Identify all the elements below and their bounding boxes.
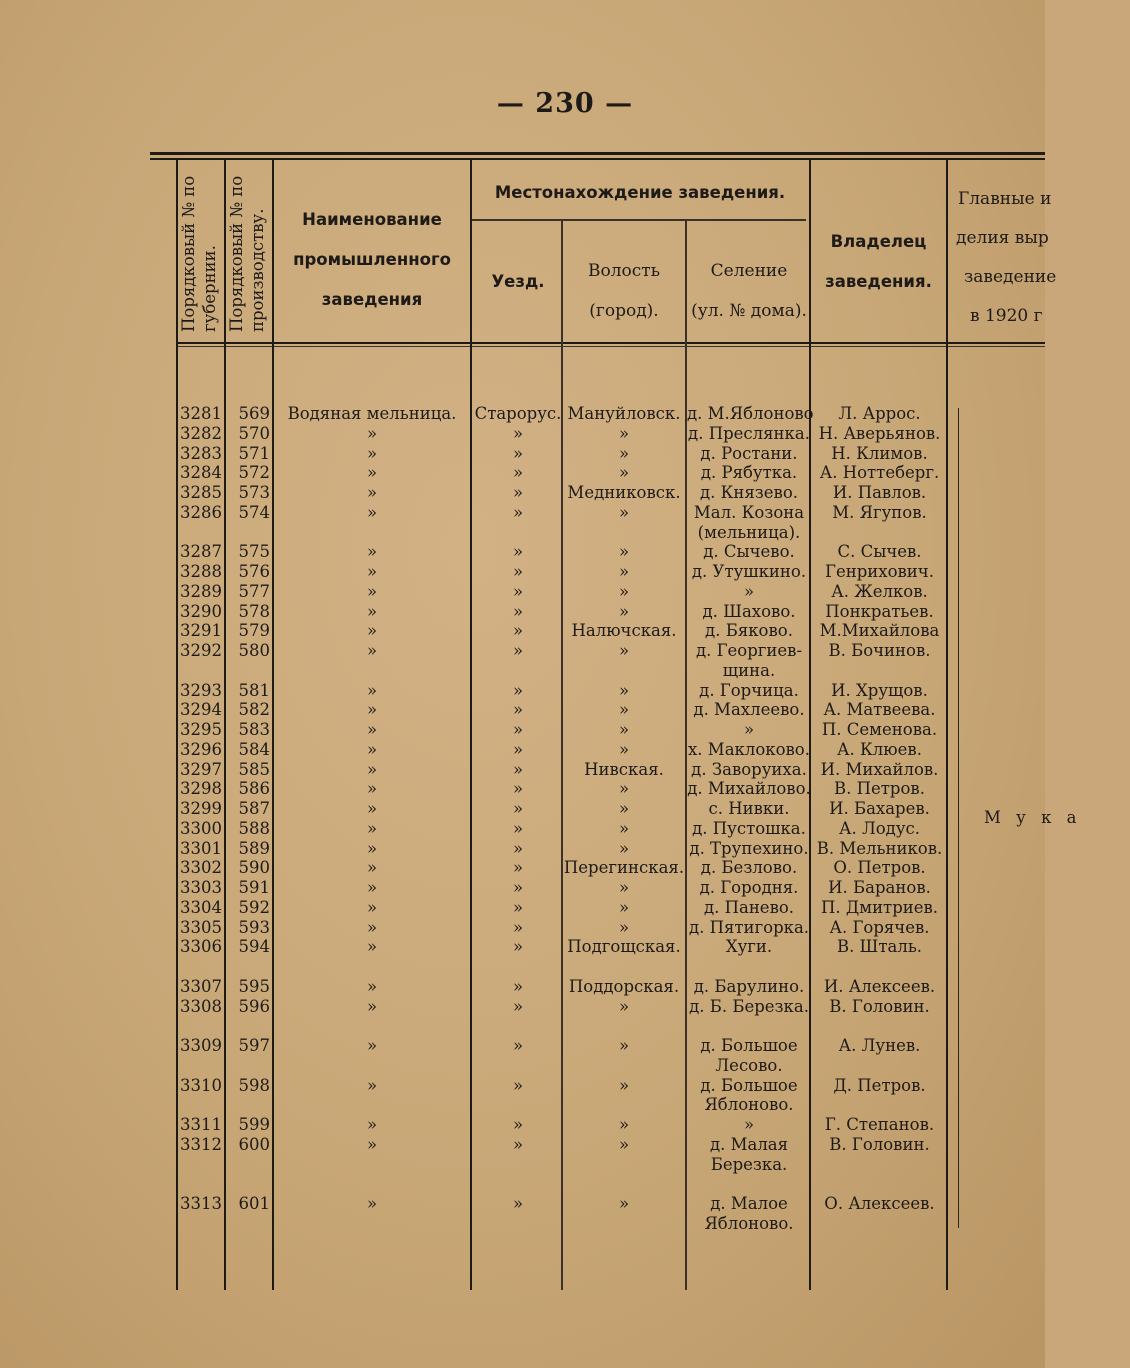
- table-row: [0, 621, 1045, 641]
- cell-uezd: »: [512, 502, 524, 522]
- cell-selenie: д. Рябутка.: [700, 463, 798, 483]
- table-row: [0, 1056, 1045, 1076]
- cell-no: 3289: [180, 581, 222, 601]
- cell-selenie: д. Махлеево.: [693, 700, 805, 720]
- cell-pr: 581: [238, 680, 270, 700]
- cell-name: »: [366, 601, 378, 621]
- cell-name: »: [366, 1036, 378, 1055]
- cell-volost: Поддорская.: [568, 976, 680, 996]
- header-name: Наименование промышленного заведения: [293, 210, 451, 309]
- cell-name: »: [366, 621, 378, 641]
- cell-pr: 596: [238, 996, 270, 1016]
- cell-pr: 588: [238, 818, 270, 838]
- cell-uezd: »: [512, 917, 524, 937]
- cell-selenie: д. Б. Березка.: [689, 996, 809, 1016]
- cell-no: 3295: [180, 720, 222, 739]
- table-row: [0, 1036, 1045, 1056]
- cell-owner: П. Дмитриев.: [820, 897, 939, 917]
- cell-name: »: [366, 878, 378, 897]
- table-row: [0, 700, 1045, 720]
- table-top-rule: [150, 152, 1045, 155]
- cell-selenie: Хуги.: [725, 937, 773, 957]
- cell-no: 3307: [180, 976, 222, 996]
- cell-owner: А. Лодус.: [838, 818, 921, 838]
- table-row: [0, 463, 1045, 483]
- cell-volost: Нивская.: [584, 759, 664, 779]
- cell-selenie: д. Заворуиха.: [691, 759, 807, 779]
- table-row: [0, 997, 1045, 1017]
- cell-selenie: д. Сычево.: [703, 542, 795, 562]
- header-location-group: Местонахождение заведения.: [494, 183, 786, 202]
- cell-no: 3294: [180, 700, 222, 720]
- cell-no: 3310: [180, 1075, 222, 1095]
- cell-volost: »: [618, 720, 630, 739]
- cell-pr: 580: [238, 641, 270, 660]
- cell-owner: Д. Петров.: [833, 1075, 926, 1095]
- cell-name: »: [366, 463, 378, 483]
- cell-uezd: »: [512, 937, 524, 957]
- cell-uezd: »: [512, 680, 524, 700]
- cell-selenie: д. Большое: [700, 1075, 798, 1095]
- cell-name: »: [366, 1075, 378, 1095]
- cell-owner: В. Головин.: [829, 1134, 930, 1154]
- cell-no: 3285: [180, 483, 222, 502]
- cell-volost: Мануйловск.: [567, 404, 681, 423]
- cell-pr: 582: [238, 700, 270, 720]
- cell-pr: 585: [238, 759, 270, 779]
- table-row: [0, 1194, 1045, 1214]
- cell-no: 3296: [180, 739, 222, 759]
- cell-name: »: [366, 700, 378, 720]
- header-owner: Владелец заведения.: [825, 232, 932, 291]
- table-row: [0, 878, 1045, 898]
- cell-uezd: »: [512, 423, 524, 443]
- cell-volost: »: [618, 838, 630, 858]
- cell-no: 3305: [180, 917, 222, 937]
- cell-pr: 577: [238, 581, 270, 601]
- cell-owner: И. Хрущов.: [831, 680, 928, 700]
- cell-volost: »: [618, 581, 630, 601]
- cell-uezd: »: [512, 878, 524, 897]
- cell-pr: 574: [238, 502, 270, 522]
- location-group-rule: [470, 219, 806, 221]
- cell-uezd: »: [512, 1194, 524, 1213]
- table-row: [0, 424, 1045, 444]
- cell-owner: Понкратьев.: [825, 601, 934, 621]
- cell-owner: Л. Аррос.: [838, 404, 921, 423]
- cell-no: 3313: [180, 1194, 222, 1213]
- cell-selenie: д. Шахово.: [702, 601, 796, 621]
- cell-selenie: Яблоново.: [704, 1095, 794, 1115]
- cell-owner: Генрихович.: [825, 562, 934, 581]
- cell-no: 3298: [180, 779, 222, 799]
- table-row: [0, 542, 1045, 562]
- table-row: [0, 582, 1045, 602]
- cell-volost: »: [618, 463, 630, 483]
- cell-pr: 593: [238, 917, 270, 937]
- cell-uezd: »: [512, 1134, 524, 1154]
- table-row: [0, 444, 1045, 464]
- cell-no: 3304: [180, 897, 222, 917]
- cell-name: »: [366, 581, 378, 601]
- cell-volost: »: [618, 700, 630, 720]
- cell-pr: 572: [238, 463, 270, 483]
- cell-name: »: [366, 779, 378, 799]
- cell-owner: С. Сычев.: [837, 542, 922, 562]
- table-row: [0, 1135, 1045, 1155]
- cell-pr: 598: [238, 1075, 270, 1095]
- cell-no: 3312: [180, 1134, 222, 1154]
- cell-selenie: д. Малое: [710, 1194, 788, 1213]
- cell-name: »: [366, 1194, 378, 1213]
- cell-uezd: »: [512, 976, 524, 996]
- cell-owner: Г. Степанов.: [824, 1115, 935, 1134]
- cell-selenie: д. Трупехино.: [689, 838, 809, 858]
- product-brace: [954, 408, 959, 1228]
- cell-selenie: Березка.: [710, 1154, 788, 1174]
- table-row: [0, 562, 1045, 582]
- cell-no: 3302: [180, 858, 222, 878]
- cell-selenie: »: [743, 581, 755, 601]
- cell-volost: »: [618, 799, 630, 818]
- cell-uezd: »: [512, 799, 524, 818]
- cell-no: 3300: [180, 818, 222, 838]
- cell-name: »: [366, 937, 378, 957]
- cell-volost: »: [618, 818, 630, 838]
- table-row: [0, 918, 1045, 938]
- cell-name: »: [366, 897, 378, 917]
- cell-no: 3283: [180, 443, 222, 463]
- cell-volost: »: [618, 542, 630, 562]
- cell-selenie: д. Пятигорка.: [688, 917, 810, 937]
- cell-pr: 600: [238, 1134, 270, 1154]
- cell-owner: А. Горячев.: [829, 917, 930, 937]
- cell-uezd: »: [512, 641, 524, 660]
- cell-selenie: щина.: [722, 660, 776, 680]
- cell-selenie: д. Ростани.: [700, 443, 798, 463]
- cell-volost: »: [618, 601, 630, 621]
- cell-pr: 589: [238, 838, 270, 858]
- cell-selenie: д. Бяково.: [705, 621, 793, 641]
- cell-name: »: [366, 917, 378, 937]
- table-top-rule-2: [150, 158, 1045, 160]
- cell-name: »: [366, 858, 378, 878]
- cell-selenie: д. Барулино.: [693, 976, 805, 996]
- cell-pr: 569: [238, 404, 270, 423]
- cell-selenie: »: [743, 720, 755, 739]
- cell-volost: »: [618, 878, 630, 897]
- cell-selenie: д. Горчица.: [699, 680, 799, 700]
- cell-selenie: д. Георгиев-: [695, 641, 803, 660]
- table-row: [0, 937, 1045, 957]
- cell-uezd: »: [512, 1075, 524, 1095]
- cell-owner: И. Алексеев.: [823, 976, 936, 996]
- table-row: [0, 404, 1045, 424]
- header-order-production: Порядковый № по производству.: [227, 175, 267, 332]
- header-bottom-rule-2: [178, 346, 1045, 347]
- cell-volost: »: [618, 1036, 630, 1055]
- cell-uezd: »: [512, 1115, 524, 1134]
- cell-name: »: [366, 502, 378, 522]
- cell-name: »: [366, 818, 378, 838]
- cell-owner: П. Семенова.: [821, 720, 938, 739]
- cell-uezd: »: [512, 897, 524, 917]
- cell-no: 3286: [180, 502, 222, 522]
- cell-volost: »: [618, 423, 630, 443]
- cell-volost: »: [618, 1134, 630, 1154]
- cell-pr: 586: [238, 779, 270, 799]
- cell-name: »: [366, 483, 378, 502]
- cell-volost: »: [618, 641, 630, 660]
- table-row: [0, 1076, 1045, 1096]
- cell-no: 3282: [180, 423, 222, 443]
- cell-volost: »: [618, 562, 630, 581]
- cell-owner: М.Михайлова: [819, 621, 940, 641]
- cell-volost: »: [618, 1075, 630, 1095]
- cell-uezd: »: [512, 996, 524, 1016]
- cell-uezd: »: [512, 759, 524, 779]
- cell-name: »: [366, 976, 378, 996]
- cell-no: 3293: [180, 680, 222, 700]
- table-row: [0, 1016, 1045, 1036]
- cell-volost: »: [618, 779, 630, 799]
- cell-selenie: д. Князево.: [699, 483, 799, 502]
- cell-owner: А. Ноттеберг.: [819, 463, 940, 483]
- cell-pr: 573: [238, 483, 270, 502]
- cell-owner: М. Ягупов.: [832, 502, 927, 522]
- cell-owner: А. Клюев.: [837, 739, 922, 759]
- cell-no: 3299: [180, 799, 222, 818]
- cell-selenie: д. Большое: [700, 1036, 798, 1055]
- table-row: [0, 641, 1045, 661]
- header-selenie: Селение (ул. № дома).: [691, 261, 807, 321]
- cell-uezd: »: [512, 562, 524, 581]
- table-row: [0, 1174, 1045, 1194]
- cell-owner: И. Баранов.: [828, 878, 931, 897]
- cell-uezd: »: [512, 739, 524, 759]
- cell-no: 3284: [180, 463, 222, 483]
- table-row: [0, 602, 1045, 622]
- cell-volost: Налючская.: [571, 621, 677, 641]
- cell-pr: 591: [238, 878, 270, 897]
- cell-pr: 584: [238, 739, 270, 759]
- cell-volost: »: [618, 443, 630, 463]
- cell-owner: А. Матвеева.: [823, 700, 936, 720]
- cell-volost: »: [618, 502, 630, 522]
- cell-uezd: Старорус.: [474, 404, 562, 423]
- cell-no: 3306: [180, 937, 222, 957]
- cell-volost: »: [618, 1115, 630, 1134]
- cell-pr: 595: [238, 976, 270, 996]
- cell-selenie: Яблоново.: [704, 1213, 794, 1233]
- cell-uezd: »: [512, 838, 524, 858]
- table-row: [0, 819, 1045, 839]
- cell-volost: Медниковск.: [567, 483, 681, 502]
- cell-pr: 571: [238, 443, 270, 463]
- header-bottom-rule: [178, 342, 1045, 344]
- cell-owner: В. Головин.: [829, 996, 930, 1016]
- cell-name: »: [366, 641, 378, 660]
- cell-pr: 587: [238, 799, 270, 818]
- cell-no: 3309: [180, 1036, 222, 1055]
- cell-owner: Н. Климов.: [831, 443, 928, 463]
- cell-selenie: д. Безлово.: [700, 858, 798, 878]
- cell-no: 3290: [180, 601, 222, 621]
- cell-selenie: д. Городня.: [699, 878, 799, 897]
- cell-volost: »: [618, 680, 630, 700]
- table-row: [0, 661, 1045, 681]
- table-row: [0, 740, 1045, 760]
- cell-pr: 579: [238, 621, 270, 641]
- cell-pr: 575: [238, 542, 270, 562]
- cell-uezd: »: [512, 601, 524, 621]
- table-row: [0, 523, 1045, 543]
- cell-pr: 599: [238, 1115, 270, 1134]
- table-row: [0, 839, 1045, 859]
- cell-owner: Н. Аверьянов.: [818, 423, 941, 443]
- cell-pr: 590: [238, 858, 270, 878]
- cell-volost: »: [618, 996, 630, 1016]
- cell-uezd: »: [512, 581, 524, 601]
- cell-uezd: »: [512, 779, 524, 799]
- cell-no: 3291: [180, 621, 222, 641]
- product-label: М у к а: [984, 808, 1082, 827]
- cell-selenie: Лесово.: [715, 1055, 783, 1075]
- header-uezd: Уезд.: [491, 272, 545, 291]
- cell-no: 3301: [180, 838, 222, 858]
- cell-name: »: [366, 680, 378, 700]
- cell-uezd: »: [512, 542, 524, 562]
- cell-uezd: »: [512, 621, 524, 641]
- cell-name: Водяная мельница.: [287, 404, 457, 423]
- cell-name: »: [366, 562, 378, 581]
- cell-owner: В. Петров.: [834, 779, 925, 799]
- table-row: [0, 1095, 1045, 1115]
- table-row: [0, 503, 1045, 523]
- table-row: [0, 681, 1045, 701]
- cell-owner: А. Желков.: [831, 581, 928, 601]
- cell-selenie: д. Преслянка.: [688, 423, 810, 443]
- cell-no: 3311: [180, 1115, 222, 1134]
- cell-selenie: д. Михайлово.: [687, 779, 811, 799]
- cell-volost: Перегинская.: [563, 858, 685, 878]
- cell-owner: В. Бочинов.: [828, 641, 931, 660]
- cell-no: 3297: [180, 759, 222, 779]
- cell-name: »: [366, 443, 378, 463]
- header-order-guberniya: Порядковый № по губернии.: [179, 175, 219, 332]
- cell-owner: О. Петров.: [833, 858, 926, 878]
- cell-volost: »: [618, 1194, 630, 1213]
- cell-pr: 597: [238, 1036, 270, 1055]
- cell-no: 3303: [180, 878, 222, 897]
- cell-name: »: [366, 720, 378, 739]
- cell-name: »: [366, 542, 378, 562]
- cell-no: 3281: [180, 404, 222, 423]
- cell-no: 3287: [180, 542, 222, 562]
- table-row: [0, 779, 1045, 799]
- cell-uezd: »: [512, 1036, 524, 1055]
- cell-selenie: д. Панево.: [703, 897, 795, 917]
- cell-selenie: д. Пустошка.: [692, 818, 806, 838]
- cell-uezd: »: [512, 463, 524, 483]
- cell-volost: Подгощская.: [567, 937, 681, 957]
- cell-selenie: »: [743, 1115, 755, 1134]
- cell-owner: А. Лунев.: [838, 1036, 921, 1055]
- table-row: [0, 957, 1045, 977]
- cell-uezd: »: [512, 443, 524, 463]
- cell-no: 3308: [180, 996, 222, 1016]
- cell-selenie: х. Маклоково.: [688, 739, 810, 759]
- cell-pr: 578: [238, 601, 270, 621]
- cell-uezd: »: [512, 700, 524, 720]
- cell-selenie: д. Малая: [709, 1134, 789, 1154]
- cell-selenie: Мал. Козона: [693, 502, 805, 522]
- cell-owner: О. Алексеев.: [824, 1194, 935, 1213]
- cell-name: »: [366, 423, 378, 443]
- cell-owner: В. Шталь.: [836, 937, 923, 957]
- cell-pr: 576: [238, 562, 270, 581]
- header-products: Главные и делия выр заведение в 1920 г: [956, 189, 1057, 326]
- cell-name: »: [366, 759, 378, 779]
- table-row: [0, 760, 1045, 780]
- page-number: — 230 —: [496, 88, 634, 119]
- cell-name: »: [366, 838, 378, 858]
- table-row: [0, 1155, 1045, 1175]
- cell-selenie: д. Утушкино.: [691, 562, 807, 581]
- cell-owner: И. Павлов.: [832, 483, 927, 502]
- cell-pr: 601: [238, 1194, 270, 1213]
- table-row: [0, 1115, 1045, 1135]
- cell-uezd: »: [512, 720, 524, 739]
- cell-name: »: [366, 1115, 378, 1134]
- table-row: [0, 977, 1045, 997]
- table-row: [0, 1214, 1045, 1234]
- cell-volost: »: [618, 739, 630, 759]
- cell-volost: »: [618, 897, 630, 917]
- cell-name: »: [366, 799, 378, 818]
- cell-selenie: д. М.Яблоново: [687, 404, 814, 423]
- cell-uezd: »: [512, 818, 524, 838]
- cell-name: »: [366, 1134, 378, 1154]
- cell-pr: 583: [238, 720, 270, 739]
- cell-owner: В. Мельников.: [816, 838, 943, 858]
- table-row: [0, 483, 1045, 503]
- table-row: [0, 799, 1045, 819]
- table-row: [0, 898, 1045, 918]
- cell-pr: 594: [238, 937, 270, 957]
- header-volost: Волость (город).: [588, 261, 660, 321]
- cell-name: »: [366, 739, 378, 759]
- table-row: [0, 858, 1045, 878]
- cell-pr: 592: [238, 897, 270, 917]
- cell-pr: 570: [238, 423, 270, 443]
- cell-uezd: »: [512, 483, 524, 502]
- cell-owner: И. Бахарев.: [829, 799, 930, 818]
- cell-volost: »: [618, 917, 630, 937]
- cell-no: 3292: [180, 641, 222, 660]
- cell-owner: И. Михайлов.: [820, 759, 939, 779]
- table-row: [0, 720, 1045, 740]
- cell-name: »: [366, 996, 378, 1016]
- cell-no: 3288: [180, 562, 222, 581]
- cell-selenie: (мельница).: [697, 522, 801, 542]
- cell-uezd: »: [512, 858, 524, 878]
- cell-selenie: с. Нивки.: [708, 799, 790, 818]
